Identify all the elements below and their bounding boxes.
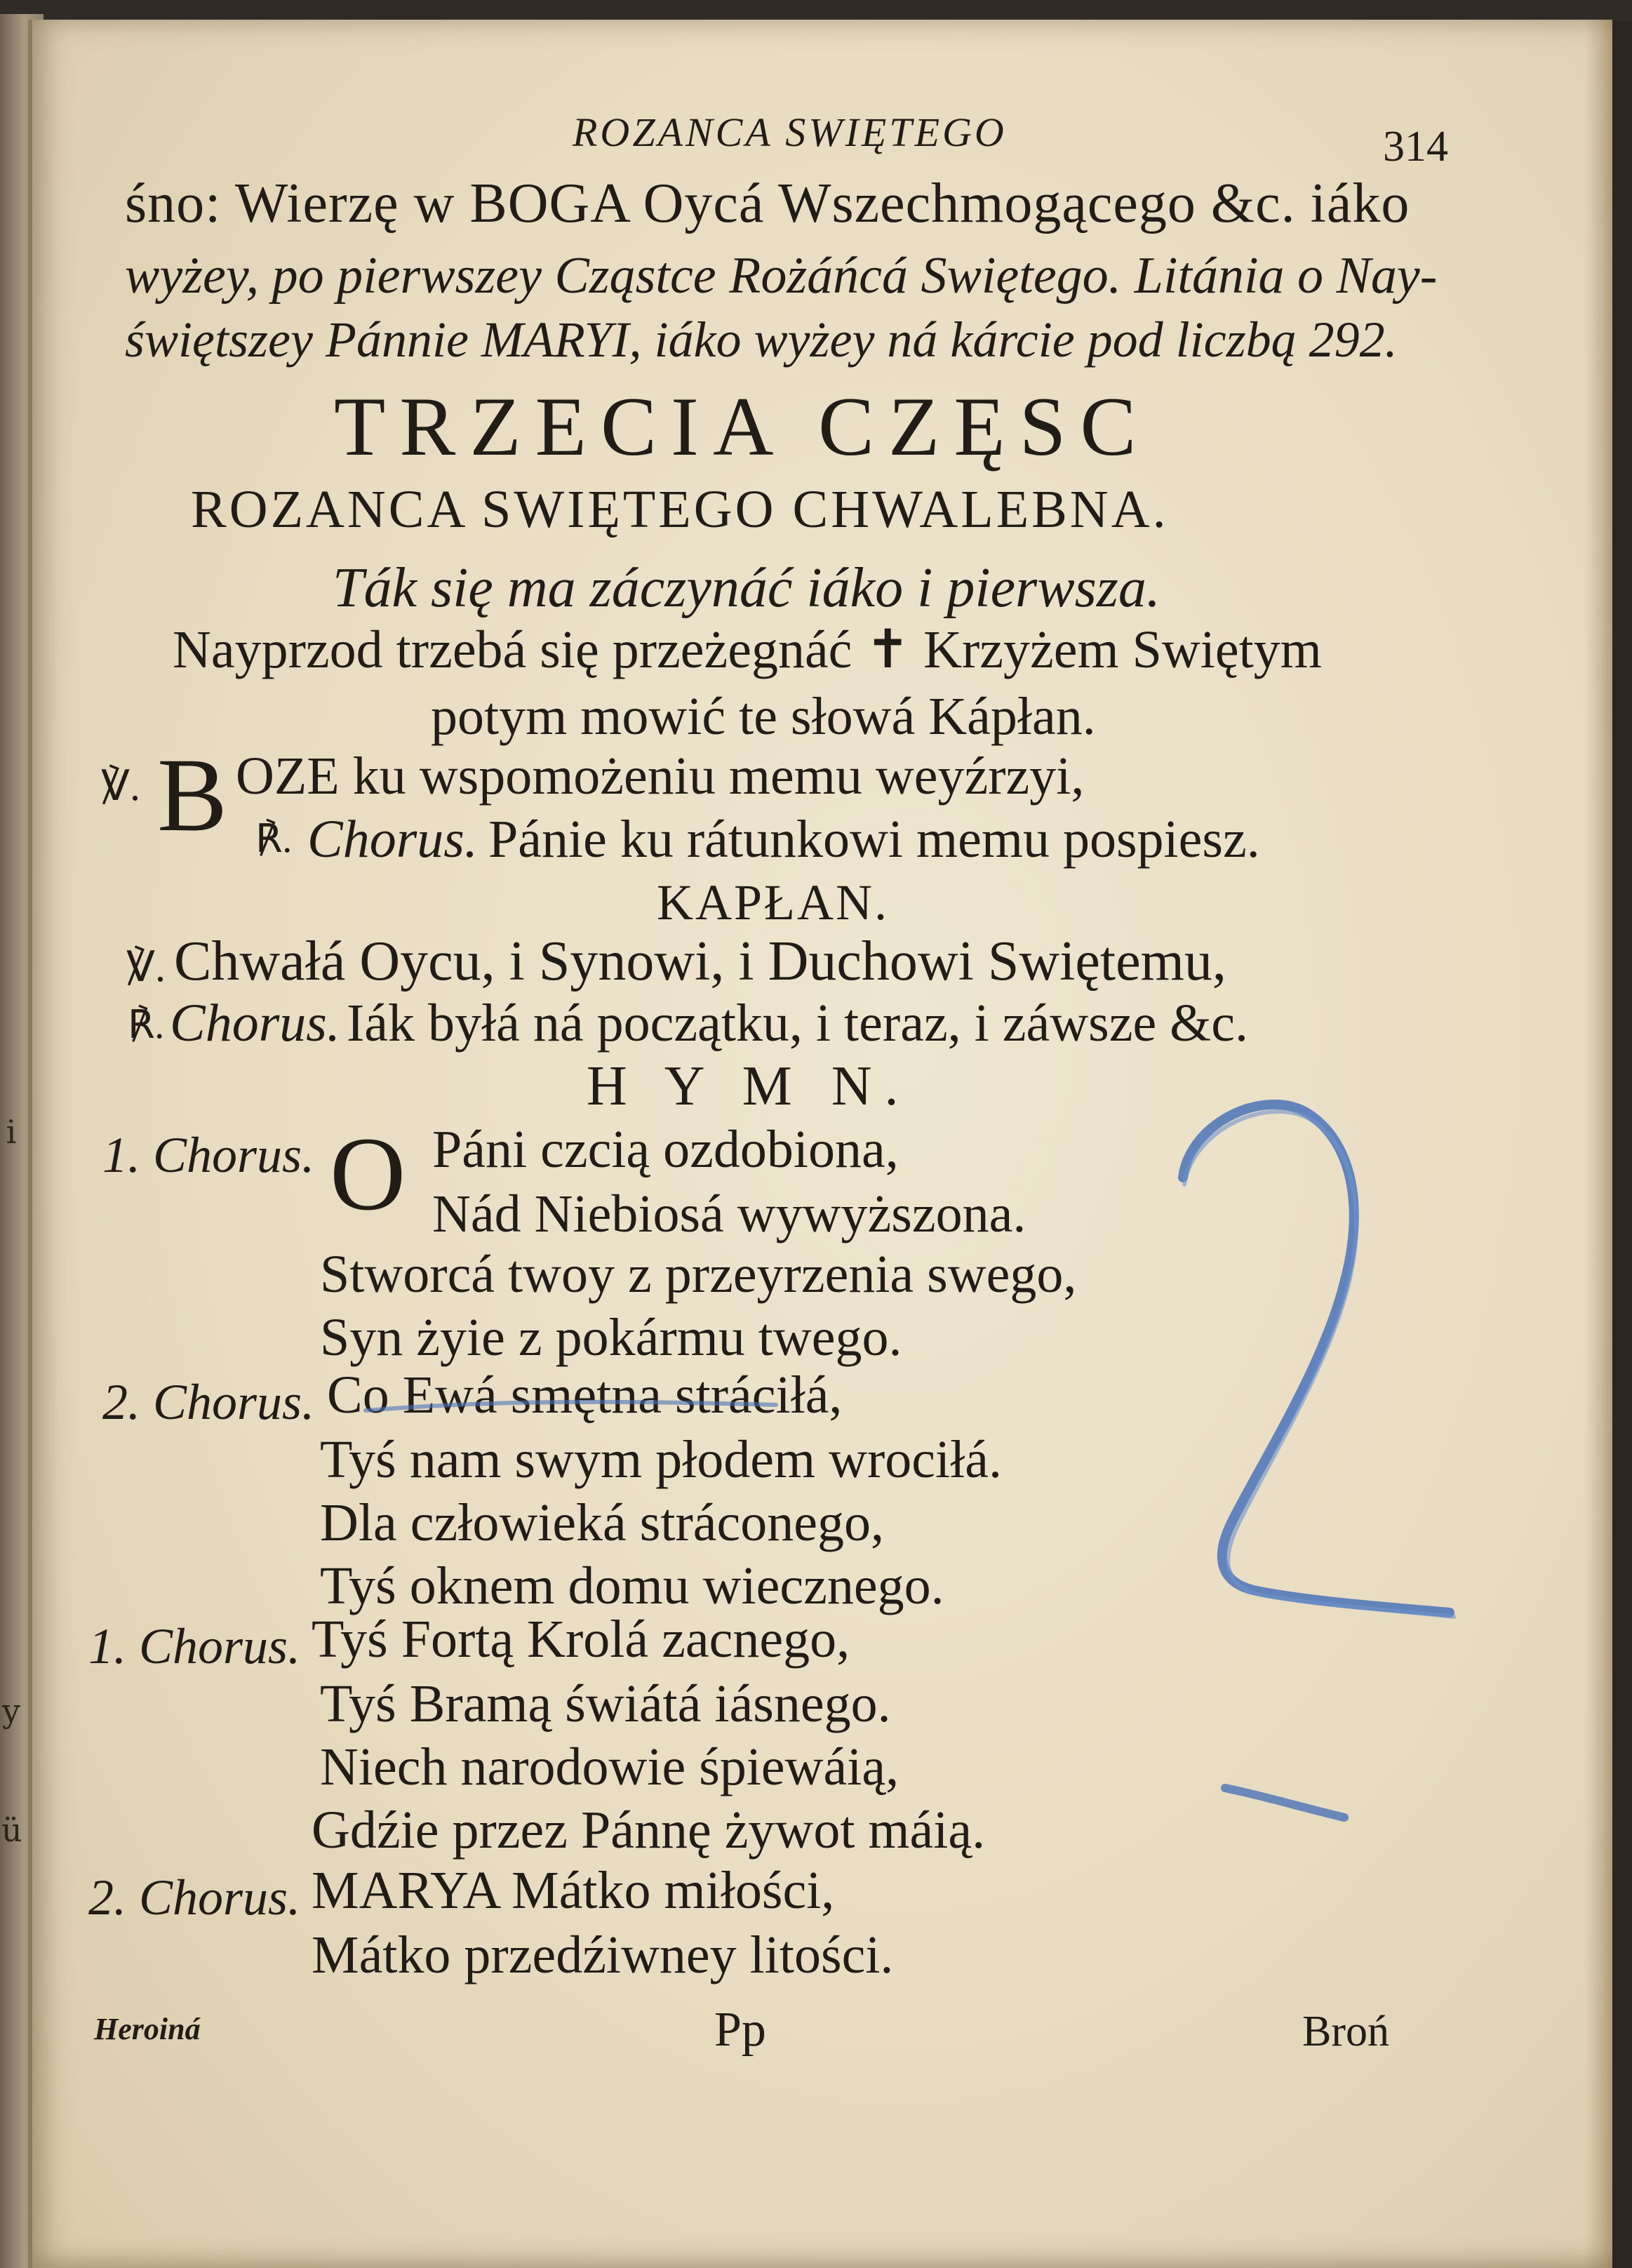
response-symbol: ℟. bbox=[255, 818, 293, 861]
blue-crayon-underline bbox=[362, 1395, 783, 1423]
continuation-line: świętszey Pánnie MARYI, iáko wyżey ná kárcie pod liczbą 292. bbox=[125, 312, 1398, 368]
page-edge-shadow bbox=[1584, 20, 1612, 2268]
hymn-line: Niech narodowie śpiewáią, bbox=[320, 1737, 899, 1796]
versicle-text: OZE ku wspomożeniu memu weyźrzyi, bbox=[236, 747, 1085, 806]
facing-page-letter: ü bbox=[1, 1811, 22, 1849]
versicle-symbol: ℣. bbox=[101, 763, 141, 809]
hymn-title: H Y M N. bbox=[587, 1055, 911, 1117]
stanza-label: 1. Chorus. bbox=[88, 1618, 301, 1674]
signature-mark: Pp bbox=[714, 2003, 766, 2057]
response-symbol: ℟. bbox=[128, 1003, 165, 1047]
hymn-line: Stworcá twoy z przeyrzenia swego, bbox=[320, 1245, 1077, 1304]
drop-initial: B bbox=[157, 737, 228, 853]
drop-initial: O bbox=[330, 1116, 406, 1232]
continuation-line: śno: Wierzę w BOGA Oycá Wszechmogącego &c. iáko bbox=[125, 173, 1410, 234]
hymn-line: MARYA Mátko miłości, bbox=[312, 1861, 835, 1920]
hymn-line: Tyś Bramą świátá iásnego. bbox=[320, 1674, 891, 1733]
facing-page-letter: i bbox=[6, 1113, 17, 1151]
instruction-line: Nayprzod trzebá się przeżegnáć ✝ Krzyżem Swiętym bbox=[173, 620, 1322, 679]
response-chorus: Chorus. bbox=[307, 810, 478, 869]
hymn-line: Syn żyie z pokármu twego. bbox=[320, 1308, 902, 1367]
section-heading: TRZECIA CZĘSC bbox=[334, 380, 1151, 473]
section-subheading: ROZANCA SWIĘTEGO CHWALEBNA. bbox=[191, 480, 1169, 539]
blue-crayon-stroke bbox=[1218, 1774, 1358, 1830]
facing-page-margin bbox=[0, 14, 21, 2268]
response-text: Iák byłá ná początku, i teraz, i záwsze &c. bbox=[347, 994, 1249, 1053]
instruction-line: potym mowić te słowá Kápłan. bbox=[431, 687, 1096, 746]
book-page bbox=[28, 20, 1612, 2268]
stanza-label: 1. Chorus. bbox=[102, 1127, 315, 1183]
versicle-symbol: ℣. bbox=[126, 944, 166, 990]
rubric: Ták się ma záczynáć iáko i pierwsza. bbox=[333, 557, 1161, 619]
versicle-text: Chwałá Oycu, i Synowi, i Duchowi Swiętemu, bbox=[174, 930, 1226, 992]
facing-page-letter: y bbox=[2, 1692, 20, 1730]
hymn-line: Mátko przedźiwney litości. bbox=[312, 1926, 894, 1984]
hymn-line: Dla człowieká stráconego, bbox=[320, 1493, 884, 1552]
catchword-right: Broń bbox=[1302, 2008, 1389, 2055]
hymn-line: Co Ewá smętna stráciłá, bbox=[327, 1366, 843, 1425]
stanza-label: 2. Chorus. bbox=[88, 1869, 301, 1926]
hymn-line: Páni czcią ozdobiona, bbox=[432, 1120, 899, 1179]
hymn-line: Tyś oknem domu wiecznego. bbox=[320, 1556, 944, 1615]
hymn-line: Nád Niebiosá wywyższona. bbox=[432, 1185, 1026, 1243]
page-number: 314 bbox=[1383, 123, 1448, 171]
blue-crayon-numeral bbox=[1141, 1072, 1478, 1648]
stanza-label: 2. Chorus. bbox=[102, 1374, 315, 1430]
response-text: Pánie ku rátunkowi memu pospiesz. bbox=[488, 810, 1260, 869]
speaker-label: KAPŁAN. bbox=[657, 874, 890, 930]
hymn-line: Tyś nam swym płodem wrociłá. bbox=[320, 1430, 1002, 1489]
scan-background bbox=[0, 0, 1632, 21]
continuation-line: wyżey, po pierwszey Cząstce Rożáńcá Swiętego. Litánia o Nay- bbox=[125, 247, 1438, 305]
hymn-line: Tyś Fortą Krolá zacnego, bbox=[312, 1610, 850, 1669]
response-chorus: Chorus. bbox=[170, 994, 340, 1053]
running-head-title: ROZANCA SWIĘTEGO bbox=[573, 109, 1007, 155]
hymn-line: Gdźie przez Pánnę żywot máią. bbox=[312, 1801, 986, 1860]
catchword-left: Heroiná bbox=[94, 2012, 201, 2046]
